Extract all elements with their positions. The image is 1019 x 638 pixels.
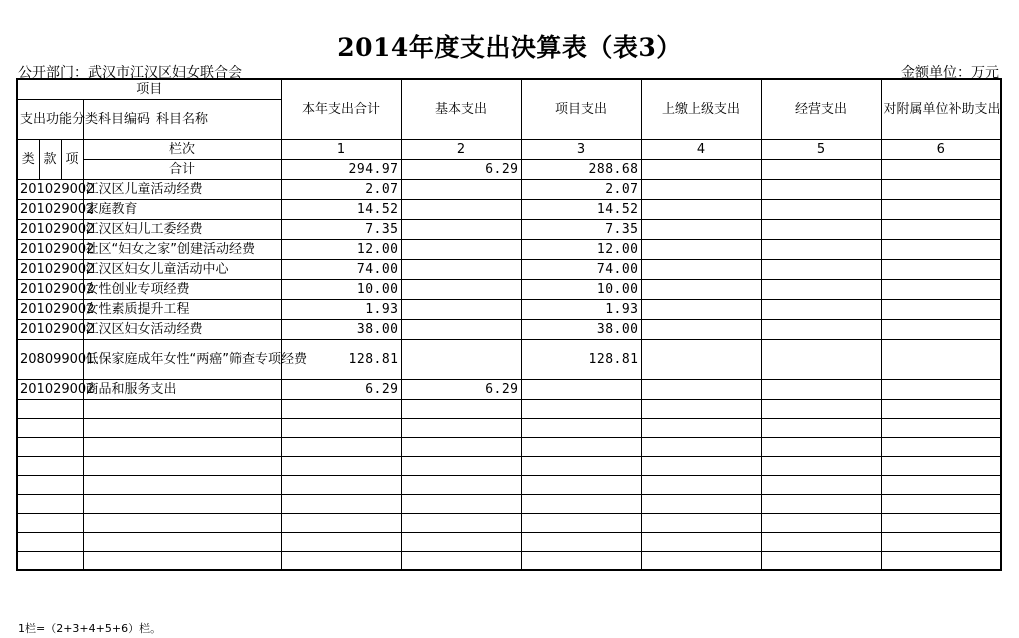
row-code: 201029002 [17, 259, 83, 279]
row-project: 14.52 [521, 199, 641, 219]
row-basic [401, 319, 521, 339]
table-row [17, 239, 1001, 259]
empty-row [17, 418, 1001, 437]
col-num-5: 5 [761, 139, 881, 159]
empty-row [17, 456, 1001, 475]
row-basic [401, 239, 521, 259]
header-col-total: 本年支出合计 [281, 79, 401, 139]
row-code: 201029002 [17, 319, 83, 339]
col-num-3: 3 [521, 139, 641, 159]
header-col-project: 项目支出 [521, 79, 641, 139]
header-col-basic: 基本支出 [401, 79, 521, 139]
table-row [17, 179, 1001, 199]
table-row [17, 299, 1001, 319]
header-xiangmu: 项目 [17, 79, 281, 99]
row-code: 208099001 [17, 339, 83, 379]
total-project: 288.68 [521, 159, 641, 179]
row-total: 128.81 [281, 339, 401, 379]
header-lanci: 栏次 [83, 139, 281, 159]
col-num-4: 4 [641, 139, 761, 159]
unit-label: 金额单位：万元 [901, 65, 999, 81]
table-row [17, 259, 1001, 279]
row-code: 201029002 [17, 239, 83, 259]
row-code: 201029002 [17, 279, 83, 299]
empty-row [17, 475, 1001, 494]
total-basic: 6.29 [401, 159, 521, 179]
row-code: 201029002 [17, 179, 83, 199]
row-basic [401, 279, 521, 299]
row-project: 38.00 [521, 319, 641, 339]
row-total: 38.00 [281, 319, 401, 339]
row-basic [401, 299, 521, 319]
row-code: 201029002 [17, 299, 83, 319]
row-name: 家庭教育 [83, 199, 281, 219]
row-project: 2.07 [521, 179, 641, 199]
row-project [521, 379, 641, 399]
table-row [17, 339, 1001, 379]
row-name: 商品和服务支出 [83, 379, 281, 399]
header-col-subsidy: 对附属单位补助支出 [881, 79, 1001, 139]
row-project: 12.00 [521, 239, 641, 259]
row-basic: 6.29 [401, 379, 521, 399]
department-label: 公开部门：武汉市江汉区妇女联合会 [18, 65, 242, 81]
empty-row [17, 551, 1001, 570]
row-name: 江汉区妇女儿童活动中心 [83, 259, 281, 279]
row-total: 74.00 [281, 259, 401, 279]
row-project: 7.35 [521, 219, 641, 239]
header-row-1 [17, 79, 1001, 99]
row-project: 1.93 [521, 299, 641, 319]
row-name: 女性素质提升工程 [83, 299, 281, 319]
row-name: 女性创业专项经费 [83, 279, 281, 299]
row-project: 74.00 [521, 259, 641, 279]
row-total: 1.93 [281, 299, 401, 319]
row-code: 201029002 [17, 219, 83, 239]
row-project: 10.00 [521, 279, 641, 299]
row-total: 10.00 [281, 279, 401, 299]
row-total: 12.00 [281, 239, 401, 259]
header-xiang: 项 [61, 139, 83, 179]
header-lei: 类 [17, 139, 39, 179]
header-col-remit: 上缴上级支出 [641, 79, 761, 139]
header-func-code: 支出功能分类科目编码 [17, 99, 83, 139]
empty-row [17, 494, 1001, 513]
header-row-4 [17, 139, 1001, 159]
empty-row [17, 399, 1001, 418]
empty-row [17, 532, 1001, 551]
header-col-business: 经营支出 [761, 79, 881, 139]
row-project: 128.81 [521, 339, 641, 379]
header-kuan: 款 [39, 139, 61, 179]
col-num-1: 1 [281, 139, 401, 159]
row-name: 社区“妇女之家”创建活动经费 [83, 239, 281, 259]
table-row [17, 279, 1001, 299]
row-name: 江汉区儿童活动经费 [83, 179, 281, 199]
empty-row [17, 513, 1001, 532]
row-basic [401, 179, 521, 199]
row-basic [401, 199, 521, 219]
row-name: 江汉区妇女活动经费 [83, 319, 281, 339]
row-total: 14.52 [281, 199, 401, 219]
footnote: 1栏=（2+3+4+5+6）栏。 [18, 622, 162, 635]
table-row [17, 199, 1001, 219]
header-subject-name: 科目名称 [83, 99, 281, 139]
table-row [17, 219, 1001, 239]
row-basic [401, 339, 521, 379]
col-num-2: 2 [401, 139, 521, 159]
empty-row [17, 437, 1001, 456]
report-title: 2014年度支出决算表（表3） [337, 33, 682, 62]
total-amount: 294.97 [281, 159, 401, 179]
expenditure-table [16, 78, 1002, 571]
row-name: 低保家庭成年女性“两癌”筛查专项经费 [83, 339, 281, 379]
row-basic [401, 259, 521, 279]
row-total: 2.07 [281, 179, 401, 199]
row-basic [401, 219, 521, 239]
row-code: 201029002 [17, 379, 83, 399]
row-name: 江汉区妇儿工委经费 [83, 219, 281, 239]
total-row [17, 159, 1001, 179]
table-row [17, 319, 1001, 339]
row-total: 6.29 [281, 379, 401, 399]
row-total: 7.35 [281, 219, 401, 239]
row-code: 201029002 [17, 199, 83, 219]
col-num-6: 6 [881, 139, 1001, 159]
total-label: 合计 [83, 159, 281, 179]
table-row [17, 379, 1001, 399]
